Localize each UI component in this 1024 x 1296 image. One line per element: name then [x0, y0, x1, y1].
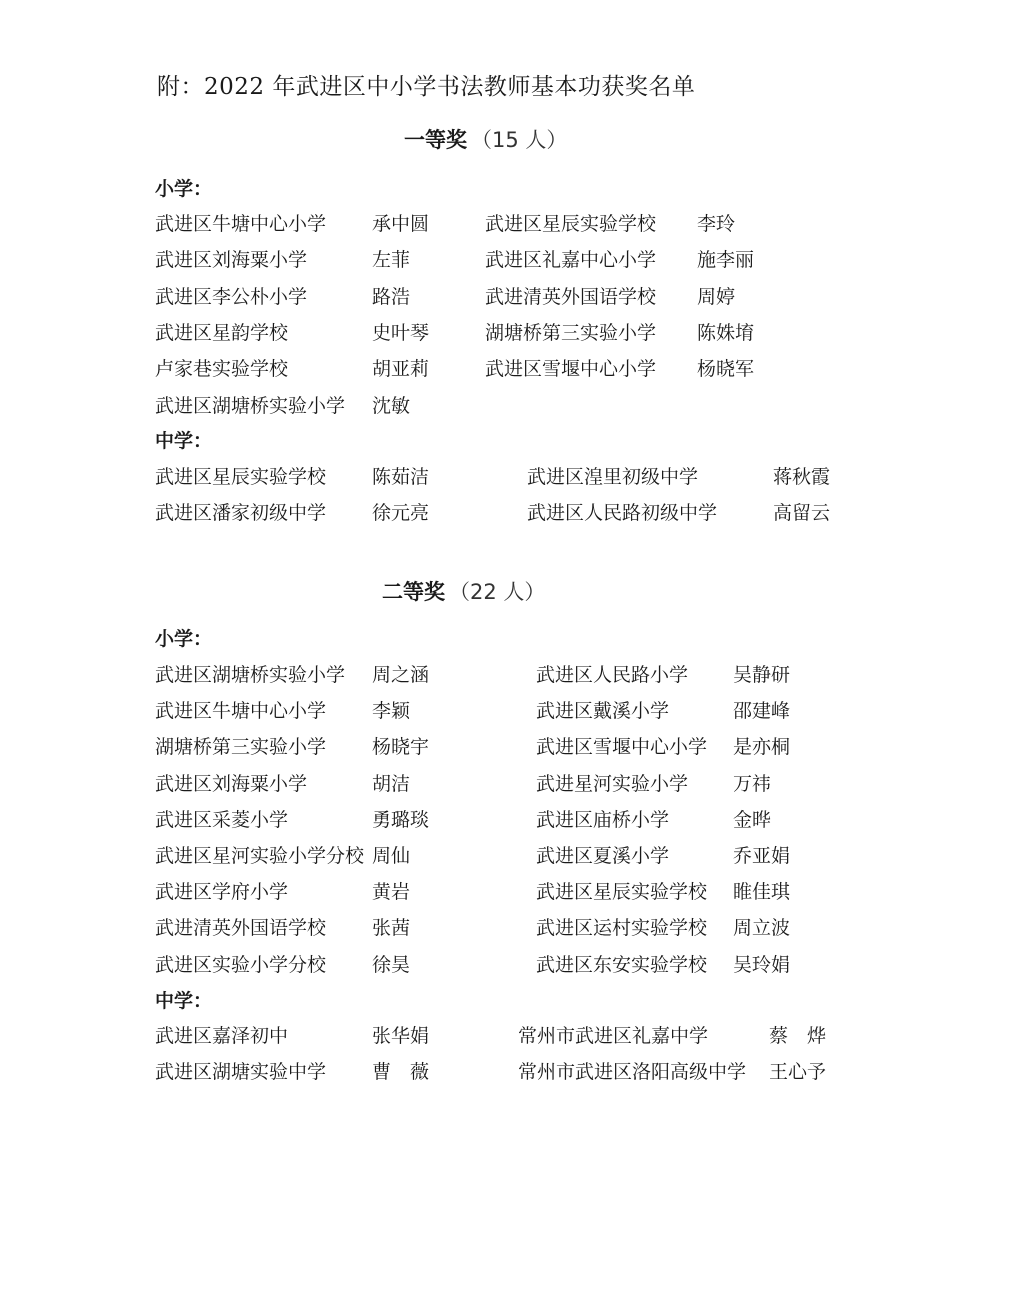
left-school: 武进区实验小学分校	[155, 953, 327, 976]
left-name: 左菲	[372, 249, 411, 272]
left-name: 周之涵	[372, 664, 430, 686]
left-name: 胡洁	[372, 772, 411, 795]
right-school: 武进区星辰实验学校	[485, 213, 657, 235]
second-middle-label: 中学：	[155, 990, 213, 1012]
right-name: 周立波	[733, 917, 791, 940]
right-name: 乔亚娟	[733, 845, 791, 867]
right-school: 武进区雪堰中心小学	[536, 736, 708, 759]
left-school: 武进清英外国语学校	[155, 917, 327, 940]
left-school: 武进区星辰实验学校	[155, 466, 327, 488]
right-school: 武进区夏溪小学	[536, 845, 670, 867]
left-school: 卢家巷实验学校	[155, 358, 289, 381]
right-school: 武进区人民路小学	[536, 664, 689, 686]
right-name: 金晔	[733, 808, 772, 831]
left-name: 黄岩	[372, 881, 411, 904]
left-school: 武进区牛塘中心小学	[155, 700, 327, 723]
left-name: 周仙	[372, 845, 411, 867]
first-prize-heading	[404, 124, 567, 154]
right-name: 周婷	[697, 285, 736, 308]
left-school: 武进区采菱小学	[155, 808, 289, 831]
right-name: 李玲	[697, 213, 736, 235]
right-school: 武进区运村实验学校	[536, 917, 708, 940]
right-school: 武进区礼嘉中心小学	[485, 249, 657, 272]
left-name: 张茜	[372, 917, 411, 940]
right-name: 蔡 烨	[769, 1025, 827, 1047]
right-school: 湖塘桥第三实验小学	[485, 321, 657, 344]
left-name: 史叶琴	[372, 321, 430, 344]
left-school: 武进区刘海粟小学	[155, 249, 308, 272]
left-school: 武进区牛塘中心小学	[155, 213, 327, 235]
right-school: 武进区东安实验学校	[536, 953, 708, 976]
document-title: 附：2022 年武进区中小学书法教师基本功获奖名单	[157, 74, 696, 100]
right-name: 高留云	[773, 502, 831, 525]
right-name: 万祎	[733, 772, 772, 795]
right-school: 武进区庙桥小学	[536, 808, 670, 831]
first-middle-label: 中学：	[155, 430, 213, 452]
second-prize-heading	[382, 576, 545, 606]
left-school: 武进区刘海粟小学	[155, 772, 308, 795]
right-name: 邵建峰	[733, 700, 791, 723]
right-school: 常州市武进区洛阳高级中学	[518, 1061, 747, 1084]
right-school: 武进区戴溪小学	[536, 700, 670, 723]
right-name: 吴玲娟	[733, 953, 791, 976]
left-school: 武进区星韵学校	[155, 321, 289, 344]
right-name: 王心予	[769, 1061, 827, 1084]
right-name: 是亦桐	[733, 736, 791, 759]
right-school: 武进清英外国语学校	[485, 285, 657, 308]
second-primary-label: 小学：	[155, 628, 213, 650]
left-name: 勇璐琰	[372, 808, 430, 831]
left-name: 陈茹洁	[372, 466, 430, 488]
right-name: 蒋秋霞	[773, 466, 831, 488]
right-name: 施李丽	[697, 249, 755, 272]
right-school: 武进区湟里初级中学	[527, 466, 699, 488]
left-name: 路浩	[372, 285, 411, 308]
second-prize-count: （22 人）	[449, 580, 546, 604]
right-school: 常州市武进区礼嘉中学	[518, 1025, 709, 1047]
right-name: 吴静研	[733, 664, 791, 686]
left-school: 武进区湖塘桥实验小学	[155, 394, 346, 417]
left-name: 沈敏	[372, 394, 411, 417]
left-school: 武进区湖塘实验中学	[155, 1061, 327, 1084]
second-prize-rank: 二等奖	[382, 580, 445, 604]
left-school: 武进区潘家初级中学	[155, 502, 327, 525]
left-school: 武进区湖塘桥实验小学	[155, 664, 346, 686]
left-name: 徐昊	[372, 953, 411, 976]
left-school: 武进区学府小学	[155, 881, 289, 904]
right-name: 睢佳琪	[733, 881, 791, 904]
left-school: 武进区嘉泽初中	[155, 1025, 289, 1047]
first-prize-rank: 一等奖	[404, 128, 467, 152]
left-school: 湖塘桥第三实验小学	[155, 736, 327, 759]
first-primary-label: 小学：	[155, 178, 213, 200]
right-school: 武进区人民路初级中学	[527, 502, 718, 525]
left-school: 武进区星河实验小学分校	[155, 845, 365, 867]
left-name: 徐元亮	[372, 502, 430, 525]
right-school: 武进区星辰实验学校	[536, 881, 708, 904]
left-school: 武进区李公朴小学	[155, 285, 308, 308]
right-name: 杨晓军	[697, 358, 755, 381]
right-school: 武进区雪堰中心小学	[485, 358, 657, 381]
right-name: 陈姝堉	[697, 321, 755, 344]
left-name: 胡亚莉	[372, 358, 430, 381]
left-name: 承中圆	[372, 213, 430, 235]
right-school: 武进星河实验小学	[536, 772, 689, 795]
left-name: 曹 薇	[372, 1061, 430, 1084]
left-name: 张华娟	[372, 1025, 430, 1047]
left-name: 李颖	[372, 700, 411, 723]
first-prize-count: （15 人）	[471, 128, 568, 152]
left-name: 杨晓宇	[372, 736, 430, 759]
